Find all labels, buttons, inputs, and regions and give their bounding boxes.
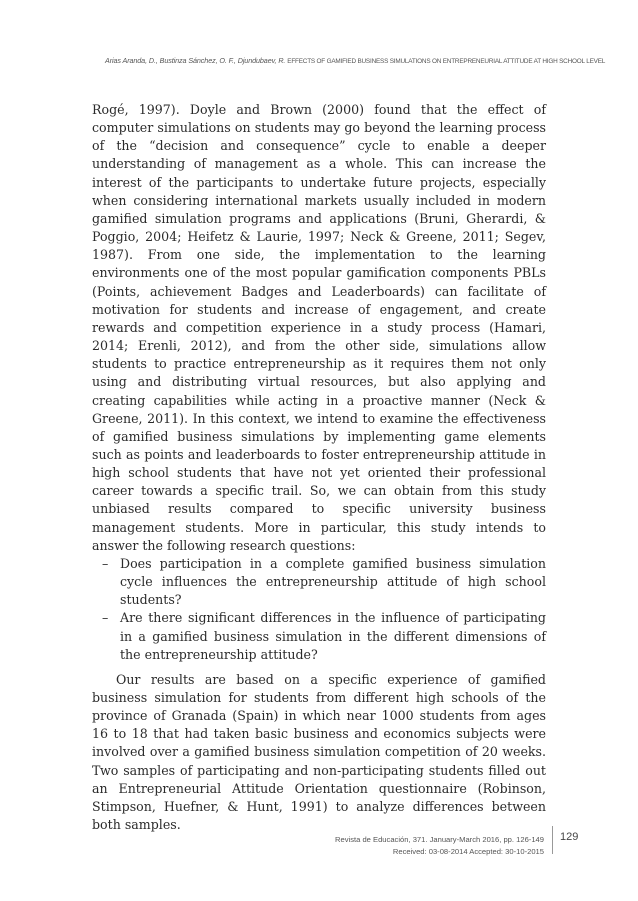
page-number: 129 bbox=[560, 831, 579, 843]
research-question-text: Does participation in a complete gamified business simulation cycle influences the entrepreneurship attitude of high school students? bbox=[120, 555, 546, 608]
research-questions-list bbox=[92, 555, 546, 664]
running-head-authors: Arias Aranda, D., Bustinza Sánchez, O. F., Djundubaev, R. bbox=[105, 56, 286, 65]
body-paragraph-1: Rogé, 1997). Doyle and Brown (2000) found that the effect of computer simulations on students may go beyond the learning process of the “decision and consequence” cycle to enable a deeper understanding of management as a whole. This can increase the interest of the participants to undertake future projects, especially when considering international markets usually included in modern gamified simulation programs and applications (Bruni, Gherardi, & Poggio, 2004; Heifetz & Laurie, 1997; Neck & Greene, 2011; Segev, 1987). From one side, the implementation to the learning environments one of the most popular gamification components PBLs (Points, achievement Badges and Leaderboards) can facilitate of motivation for students and increase of engagement, and create rewards and competition experience in a study process (Hamari, 2014; Erenli, 2012), and from the other side, simulations allow students to practice entrepreneurship as it requires them not only using and distributing virtual resources, but also applying and creating capabilities while acting in a proactive manner (Neck & Greene, 2011). In this context, we intend to examine the effectiveness of gamified business simulations by implementing game elements such as points and leaderboards to foster entrepreneurship attitude in high school students that have not yet oriented their professional career towards a specific trail. So, we can obtain from this study unbiased results compared to specific university business management students. More in particular, this study intends to answer the following research questions: bbox=[92, 102, 546, 553]
bullet-dash: – bbox=[102, 555, 109, 571]
footer-divider bbox=[552, 826, 553, 854]
received-accepted-dates: Received: 03-08-2014 Accepted: 30-10-2015 bbox=[392, 846, 544, 856]
body-paragraph-2: Our results are based on a specific experience of gamified business simulation for students from different high schools of the province of Granada (Spain) in which near 1000 students from ages 16 to 18 that had taken basic business and economics subjects were involved over a gamified business simulation competition of 20 weeks. Two samples of participating and non-participating students filled out an Entrepreneurial Attitude Orientation questionnaire (Robinson, Stimpson, Huefner, & Hunt, 1991) to analyze differences between both samples. bbox=[92, 671, 546, 833]
research-question-text: Are there significant differences in the influence of participating in a gamified business simulation in the different dimensions of the entrepreneurship attitude? bbox=[120, 610, 546, 662]
running-head-title: EFFECTS OF GAMIFIED BUSINESS SIMULATIONS ON ENTREPRENEURIAL ATTITUDE AT HIGH SCHOOL LEVEL bbox=[287, 58, 606, 65]
research-question-item bbox=[92, 555, 546, 609]
article-body bbox=[92, 101, 546, 834]
journal-footer bbox=[335, 834, 544, 857]
research-question-item bbox=[92, 609, 546, 663]
bullet-dash: – bbox=[102, 610, 109, 626]
journal-citation: Revista de Educación, 371. January-March 2016, pp. 126-149 bbox=[335, 835, 544, 844]
running-head bbox=[105, 56, 606, 65]
